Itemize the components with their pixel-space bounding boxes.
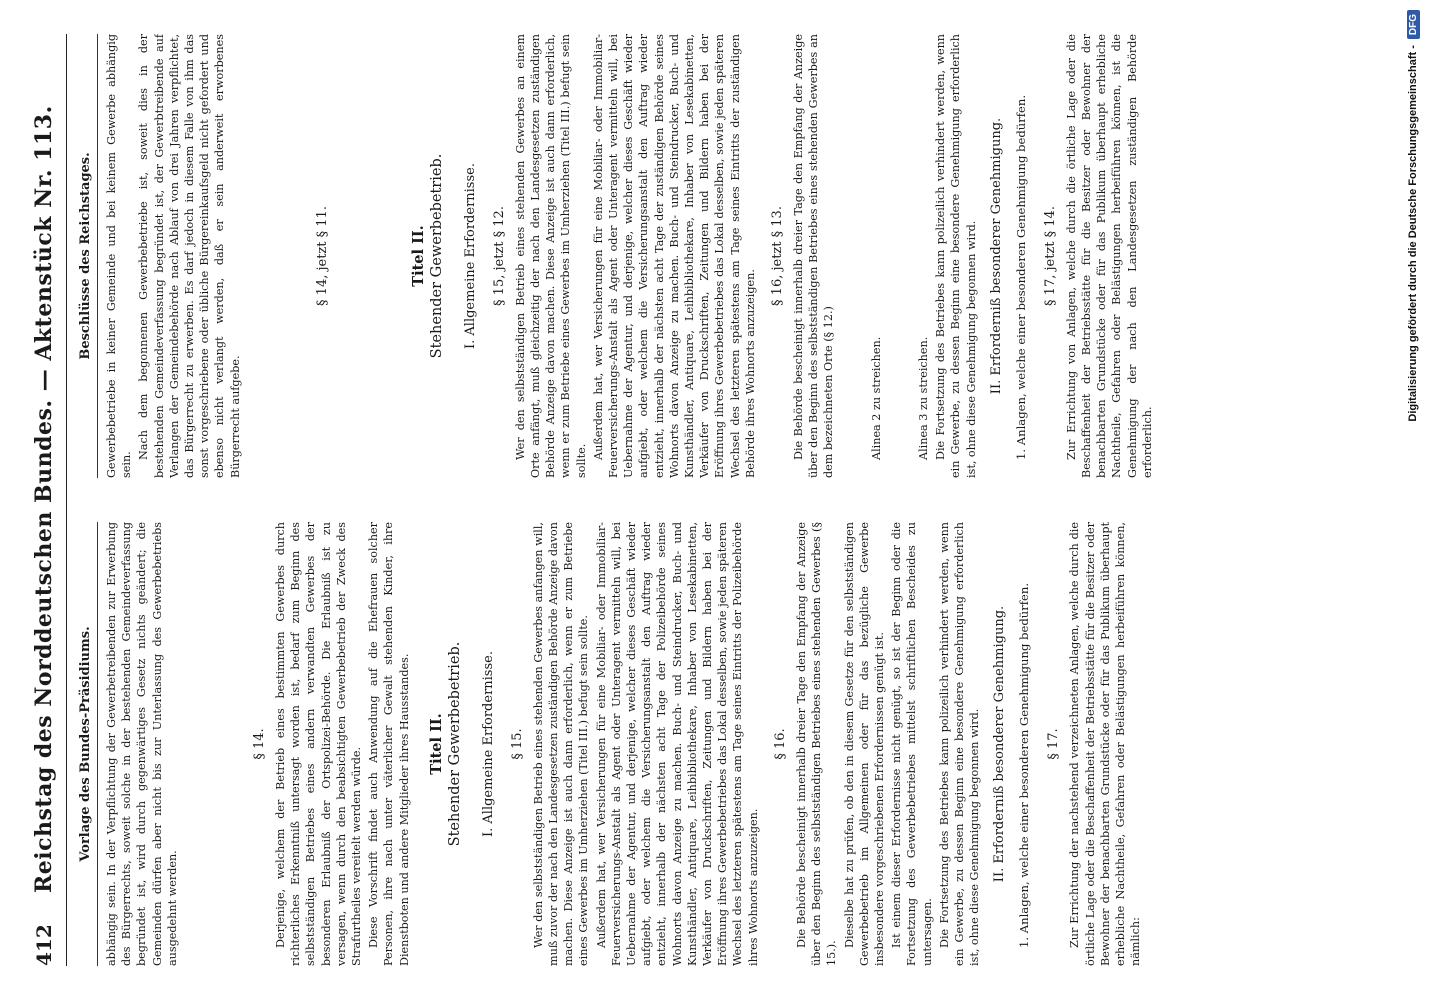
section-heading: § 14, jetzt § 11. xyxy=(314,206,330,306)
list-item: 1. Anlagen, welche einer besonderen Genehmigung bedürfen. xyxy=(1017,582,1032,948)
running-title: Reichstag des Norddeutschen Bundes. — Aktenstück Nr. 113. xyxy=(31,105,57,893)
paragraph: Diese Vorschrift findet auch Anwendung auf die Ehefrauen solcher Personen, ihre nach unter väterlicher Gewalt stehenden Kinder, ihre Dienstboten und andere Mitglieder ihres Hausstandes. xyxy=(367,522,411,966)
dfg-funding-text: Digitalisierung gefördert durch die Deutsche Forschungsgemeinschaft - xyxy=(1407,45,1419,422)
paragraph: Wer den selbstständigen Betrieb eines stehenden Gewerbes an einem Orte anfängt, muß gleichzeitig der nach den Landesgesetzen zuständigen Behörde Anzeige davon machen. Diese Anzeige ist auch dann erforderlich, wenn er zum Betriebe eines Gewerbes im Umherziehen (Titel III.) befugt sein sollte. xyxy=(513,34,588,478)
subsection-heading: II. Erforderniß besonderer Genehmigung. xyxy=(988,117,1004,395)
column-title: Vorlage des Bundes-Präsidiums. xyxy=(78,522,98,966)
column-title: Beschlüsse des Reichstages. xyxy=(78,34,98,478)
paragraph: Die Fortsetzung des Betriebes kann polizeilich verhindert werden, wenn ein Gewerbe, zu dessen Beginn eine besondere Genehmigung erforderlich ist, ohne diese Genehmigung begonnen wird. xyxy=(937,522,982,966)
right-column xyxy=(78,34,1346,478)
subsection-heading: I. Allgemeine Erfordernisse. xyxy=(480,651,496,837)
paragraph: Zur Errichtung von Anlagen, welche durch die örtliche Lage oder die Beschaffenheit der Betriebsstätte für die Besitzer oder Bewohner der benachbarten Grundstücke oder für das Publikum überhaupt erhebliche Nachtheile, Gefahren oder Belästigungen herbeiführen können, ist die Genehmigung der nach den Landesgesetzen zuständigen Behörde erforderlich. xyxy=(1064,34,1154,478)
paragraph: Dieselbe hat zu prüfen, ob den in diesem Gesetze für den selbstständigen Gewerbebetrieb im Allgemeinen oder für das bezügliche Gewerbe insbesondere vorgeschriebenen Erfordernissen genügt ist. xyxy=(842,522,886,966)
paragraph: Außerdem hat, wer Versicherungen für eine Mobiliar- oder Immobiliar-Feuerversicherungs-Anstalt als Agent oder Unteragent vermitteln will, bei Uebernahme der Agentur, und derjenige, welcher dieses Geschäft wieder aufgiebt, oder welchem die Versicherungsanstalt den Auftrag wieder entzieht, innerhalb der nächsten acht Tage der Polizeibehörde seines Wohnorts davon Anzeige zu machen. Buch- und Steindrucker, Buch- und Kunsthändler, Antiquare, Leihbibliothekare, Inhaber von Lesekabinetten, Verkäufer von Druckschriften, Zeitungen und Bildern haben bei der Eröffnung ihres Gewerbebetriebes das Lokal desselben, sowie jeden späteren Wechsel des letzteren spätestens am Tage seines Eintritts der Polizeibehörde ihres Wohnorts anzuzeigen. xyxy=(594,522,760,966)
subsection-heading: II. Erforderniß besonderer Genehmigung. xyxy=(992,605,1008,883)
paragraph: Zur Errichtung der nachstehend verzeichneten Anlagen, welche durch die örtliche Lage oder die Beschaffenheit der Betriebsstätte für die Besitzer oder Bewohner der benachbarten Grundstücke oder für das Publikum überhaupt erhebliche Nachtheile, Gefahren oder Belästigungen herbeiführen können, nämlich: xyxy=(1068,522,1143,966)
titel-subheading: Stehender Gewerbebetrieb. xyxy=(428,153,445,359)
paragraph: Alinea 2 zu streichen. xyxy=(869,336,883,460)
paragraph: Derjenige, welchem der Betrieb eines bestimmten Gewerbes durch richterliches Erkenntniß untersagt worden ist, bedarf zum Beginn des selbstständigen Betriebes eines andern verwandten Gewerbes der besonderen Erlaubniß der Ortspolizei-Behörde. Die Erlaubniß ist zu versagen, wenn durch den beabsichtigten Gewerbebetrieb der Zweck des Strafurtheiles vereitelt werden würde. xyxy=(274,522,364,966)
paragraph: Die Behörde bescheinigt innerhalb dreier Tage den Empfang der Anzeige über den Beginn des selbstständigen Betriebes eines stehenden Gewerbes (§ 15.). xyxy=(794,522,839,966)
spacer xyxy=(182,522,242,966)
paragraph: Die Fortsetzung des Betriebes kann polizeilich verhindert werden, wenn ein Gewerbe, zu dessen Beginn eine besondere Genehmigung erforderlich ist, ohne diese Genehmigung begonnen wird. xyxy=(934,34,978,478)
left-column xyxy=(78,522,1346,966)
subsection-heading: I. Allgemeine Erfordernisse. xyxy=(462,163,478,349)
section-heading: § 14. xyxy=(252,728,268,760)
page-header xyxy=(22,34,67,966)
paragraph: Außerdem hat, wer Versicherungen für eine Mobiliar- oder Immobiliar-Feuerversicherungs-Anstalt als Agent oder Unteragent vermitteln will, bei Uebernahme der Agentur, und derjenige, welcher dieses Geschäft wieder aufgiebt, oder welchem die Versicherungsanstalt den Auftrag wieder entzieht, innerhalb der nächsten acht Tage der zuständigen Behörde seines Wohnorts davon Anzeige zu machen. Buch- und Steindrucker, Buch- und Kunsthändler, Antiquare, Leihbibliothekare, Inhaber von Lesekabinetten, Verkäufer von Druckschriften, Zeitungen und Bildern haben bei der Eröffnung ihres Gewerbebetriebes das Lokal desselben, sowie jeden späteren Wechsel des letzteren spätestens am Tage seines Eintritts der zuständigen Behörde ihres Wohnorts anzuzeigen. xyxy=(591,34,757,478)
paragraph: Nach dem begonnenen Gewerbebetriebe ist, soweit dies in der bestehenden Gemeindeverfassung begründet ist, der Gewerbtreibende auf Verlangen der Gemeindebehörde nach Ablauf von drei Jahren verpflichtet, das Bürgerrecht zu erwerben. Es darf jedoch in diesem Falle von ihm das sonst vorgeschriebene oder übliche Bürgereinkaufsgeld nicht gefordert und ebenso nicht verlangt werden, daß er sein anderweit erworbenes Bürgerrecht aufgebe. xyxy=(137,34,242,478)
titel-subheading: Stehender Gewerbebetrieb. xyxy=(446,641,463,847)
section-heading: § 17. xyxy=(1046,728,1062,760)
list-item: 1. Anlagen, welche einer besonderen Genehmigung bedürfen. xyxy=(1013,94,1028,460)
dfg-margin-note xyxy=(1400,10,1426,990)
titel-heading: Titel II. xyxy=(409,225,427,287)
spacer xyxy=(839,34,869,478)
section-heading: § 15, jetzt § 12. xyxy=(491,206,507,306)
paragraph: Die Behörde bescheinigt innerhalb dreier Tage den Empfang der Anzeige über den Beginn des selbstständigen Betriebes eines stehenden Gewerbes an dem bezeichneten Orte (§ 12.) xyxy=(792,34,836,478)
two-column-body xyxy=(78,34,1346,966)
dfg-logo-icon: DFG xyxy=(1407,10,1420,39)
dfg-margin-note-text-row xyxy=(1403,10,1423,990)
titel-heading: Titel II. xyxy=(427,713,445,775)
section-heading: § 16. xyxy=(772,728,788,760)
paragraph: Gewerbebetriebe in keiner Gemeinde und bei keinem Gewerbe abhängig sein. xyxy=(105,34,134,478)
scanned-page xyxy=(16,10,1416,990)
paragraph: Ist einem dieser Erfordernisse nicht genügt, so ist der Beginn oder die Fortsetzung des Gewerbebetriebes mittelst schriftlichen Bescheides zu untersagen. xyxy=(890,522,934,966)
spacer xyxy=(886,34,916,478)
section-heading: § 16, jetzt § 13. xyxy=(770,206,786,306)
section-heading: § 17, jetzt § 14. xyxy=(1042,206,1058,306)
section-heading: § 15. xyxy=(509,728,525,760)
paragraph: Wer den selbstständigen Betrieb eines stehenden Gewerbes anfangen will, muß zuvor der nach den Landesgesetzen zuständigen Behörde Anzeige davon machen. Diese Anzeige ist auch dann erforderlich, wenn er zum Betriebe eines Gewerbes im Umherziehen (Titel III.) befugt sein sollte. xyxy=(531,522,591,966)
paragraph: abhängig sein. In der Verpflichtung der Gewerbetreibenden zur Erwerbung des Bürgerrechts, soweit solche in der bestehenden Gemeindeverfassung begründet ist, wird durch gegenwärtiges Gesetz nichts geändert; die Gemeinden dürfen aber nicht bis zur Unterlassung des Gewerbebetriebs ausgedehnt werden. xyxy=(105,522,179,966)
document-page xyxy=(16,10,1416,990)
page-number: 412 xyxy=(32,924,56,966)
spacer xyxy=(245,34,305,478)
paragraph: Alinea 3 zu streichen. xyxy=(916,336,930,460)
spacer xyxy=(336,34,396,478)
